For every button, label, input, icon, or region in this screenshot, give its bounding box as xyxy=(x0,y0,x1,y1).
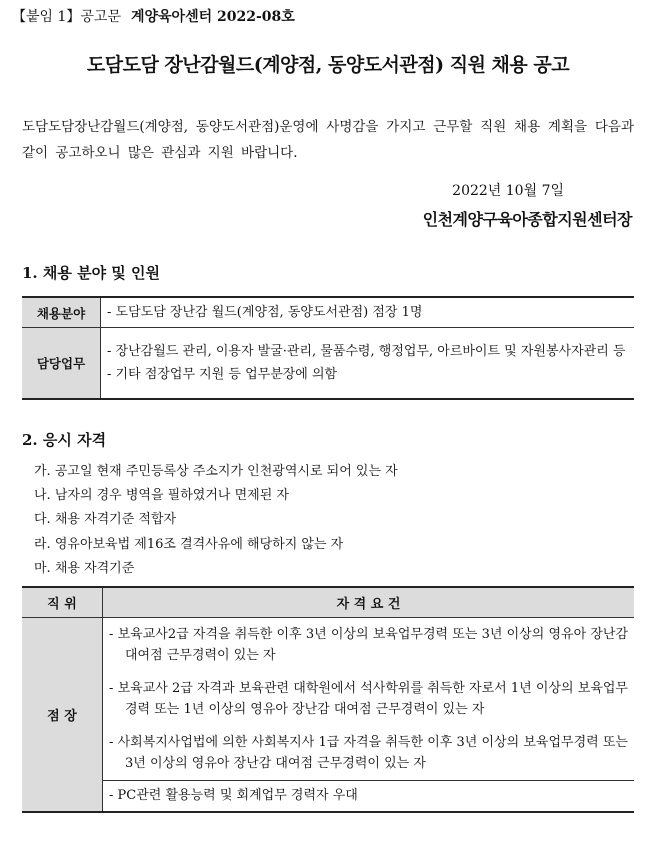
issuing-organization: 인천계양구육아종합지원센터장 xyxy=(422,210,632,229)
list-item: - 기타 점장업무 지원 등 업무분장에 의함 xyxy=(107,366,338,382)
announcement-date: 2022년 10월 7일 xyxy=(452,183,564,199)
list-item: 나. 남자의 경우 병역을 필하였거나 면제된 자 xyxy=(34,488,289,504)
list-item: - 장난감월드 관리, 이용자 발굴·관리, 물품수령, 행정업무, 아르바이트 및 자원봉사자관리 등 xyxy=(107,343,626,359)
table-row xyxy=(22,618,634,781)
attachment-label: 【붙임 1】공고문 xyxy=(12,9,121,25)
row-content xyxy=(101,297,635,328)
section-heading-recruitment: 1. 채용 분야 및 인원 xyxy=(22,264,160,282)
recruitment-table xyxy=(22,296,634,400)
requirements-cell xyxy=(103,618,635,781)
section-heading-qualifications: 2. 응시 자격 xyxy=(22,431,107,449)
column-header-position: 직 위 xyxy=(22,587,103,618)
row-content xyxy=(101,328,635,399)
requirement-item: - 사회복지사업법에 의한 사회복지사 1급 자격을 취득한 이후 3년 이상의 보육업무경력 또는 3년 이상의 영유아 장난감 대여점 근무경력이 있는 자 xyxy=(109,735,628,771)
attachment-header xyxy=(12,6,295,26)
table-header-row xyxy=(22,587,634,618)
requirement-item: - 보육교사 2급 자격과 보육관련 대학원에서 석사학위를 취득한 자로서 1년 이상의 보육업무경력 또는 1년 이상의 영유아 장난감 대여점 근무경력이 있는 자 xyxy=(109,681,628,717)
table-row xyxy=(22,328,634,399)
column-header-requirements: 자 격 요 건 xyxy=(103,587,635,618)
center-notice-number: 계양육아센터 2022-08호 xyxy=(130,9,295,25)
page-title: 도담도담 장난감월드(계양점, 동양도서관점) 직원 채용 공고 xyxy=(86,54,570,76)
list-item: 다. 채용 자격기준 적합자 xyxy=(34,512,177,528)
table-row xyxy=(22,781,634,813)
row-label-field: 채용분야 xyxy=(22,297,101,328)
list-item: 가. 공고일 현재 주민등록상 주소지가 인천광역시로 되어 있는 자 xyxy=(34,464,398,479)
requirement-item: - 보육교사2급 자격을 취득한 이후 3년 이상의 보육업무경력 또는 3년 이상의 영유아 장난감 대여점 근무경력이 있는 자 xyxy=(109,627,628,663)
position-cell: 점 장 xyxy=(22,618,103,813)
intro-paragraph: 도담도담장난감월드(계양점, 동양도서관점)운영에 사명감을 가지고 근무할 직원 채용 계획을 다음과 같이 공고하오니 많은 관심과 지원 바랍니다. xyxy=(22,119,634,161)
preference-cell: - PC관련 활용능력 및 회계업무 경력자 우대 xyxy=(103,781,635,813)
table-row xyxy=(22,297,634,328)
list-item: - 도담도담 장난감 월드(계양점, 동양도서관점) 점장 1명 xyxy=(107,305,423,320)
list-item: 라. 영유아보육법 제16조 결격사유에 해당하지 않는 자 xyxy=(34,536,344,552)
requirements-table xyxy=(22,586,634,813)
row-label-duties: 담당업무 xyxy=(22,328,101,399)
qualification-list xyxy=(34,460,398,581)
list-item: 마. 채용 자격기준 xyxy=(34,560,135,576)
